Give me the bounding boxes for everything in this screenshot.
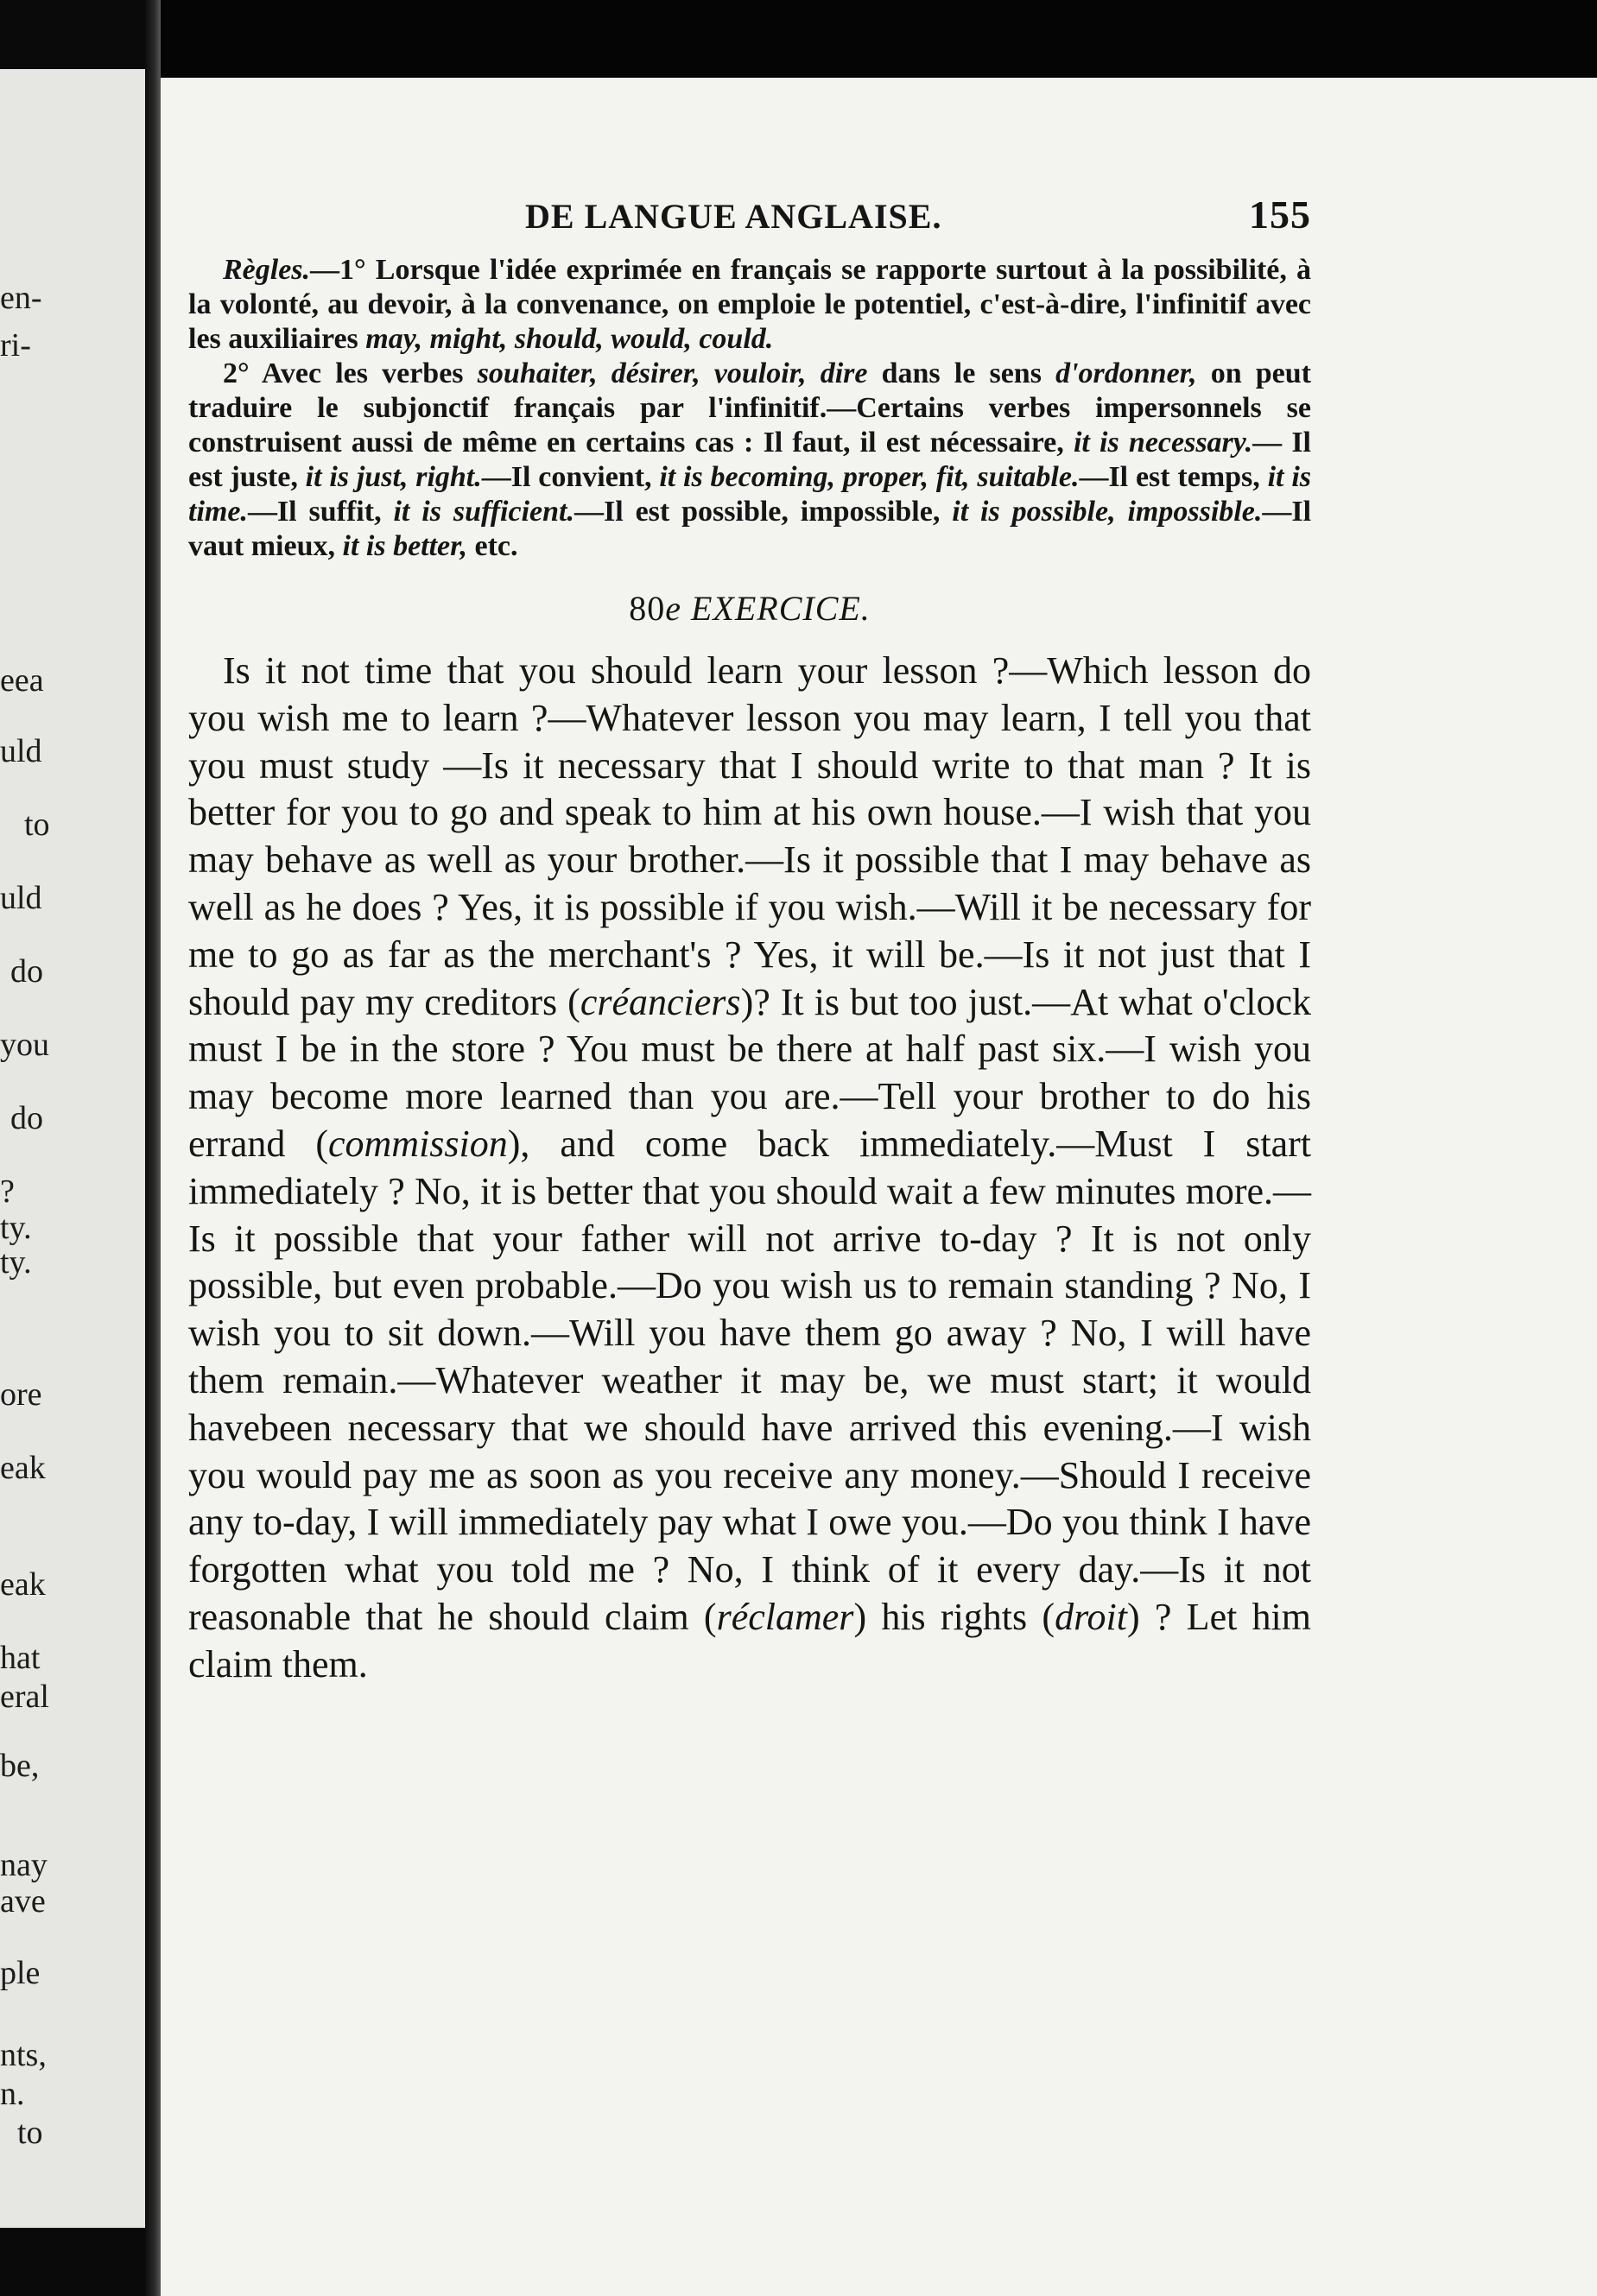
left-fragment: ? (0, 1173, 15, 1210)
left-fragment: do (10, 953, 43, 990)
rule-text: —Il est possible, impossible, (574, 496, 953, 528)
exercise-text-run: ), and come back immediately.—Must I start immediately ? No, it is better that you should wait a few minutes more.—Is it possible that your father will not arrive to-day ? It is not only possible, but even probable.—Do you wish us to remain standing ? No, I wish you to sit down.—Will you have them go away ? No, I will have them remain.—Whatever weather it may be, we must start; it would havebeen necessary that we should have arrived this evening.—I wish you would pay me as soon as you receive any money.—Should I receive any to-day, I will immediately pay what I owe you.—Do you think I have forgotten what you told me ? No, I think of it every day.—Is it not reasonable that he should claim ( (188, 1122, 1312, 1638)
left-fragment: uld (0, 880, 42, 916)
left-fragment: eea (0, 662, 44, 699)
rule-text: —Il suffit, (247, 496, 394, 528)
left-fragment: n. (0, 2076, 25, 2112)
exercise-gloss: commission (327, 1122, 508, 1165)
exercise-text-run: )? It is but too just.—At what o'clock must I be in the store ? You must be there at half past six.—I wish you may become more learned than you are.—Tell your brother to do his errand ( (188, 980, 1311, 1165)
left-fragment: eak (0, 1450, 46, 1486)
rule-example: souhaiter, désirer, vouloir, dire (477, 357, 868, 389)
left-fragment: you (0, 1027, 49, 1063)
exercise-heading (188, 588, 1311, 629)
rule-text: — Il est juste, (188, 427, 1311, 493)
rule-text: on peut traduire le subjonctif français par l'infinitif.—Certains verbes impersonnels se construisent aussi de même en certains cas : Il faut, il est nécessaire, (188, 357, 1311, 459)
exercise-text (188, 648, 1311, 1689)
rule-example: it is just, right. (305, 461, 482, 493)
left-fragment: be, (0, 1748, 40, 1784)
exercise-gloss: créanciers (580, 980, 741, 1023)
left-fragment: ty. (0, 1210, 32, 1246)
left-fragment: ore (0, 1376, 42, 1413)
left-page-fragment (0, 69, 145, 2228)
page-number: 155 (1249, 193, 1311, 237)
book-spine (145, 0, 161, 2296)
rule-example: it is becoming, proper, fit, suitable. (659, 461, 1080, 493)
rule-example: it is better, (342, 530, 467, 562)
left-fragment: ave (0, 1883, 46, 1920)
left-fragment: nts, (0, 2037, 47, 2073)
exercise-text-run: Is it not time that you should learn your lesson ?—Which lesson do you wish me to learn ?—Whatever lesson you may learn, I tell you that you must study —Is it necessary that I should write to that man ? It is better for you to go and speak to him at his own house.—I wish that you may behave as well as your brother.—Is it possible that I may behave as well as he does ? Yes, it is possible if you wish.—Will it be necessary for me to go as far as the merchant's ? Yes, it will be.—Is it not just that I should pay my creditors ( (188, 649, 1311, 1023)
rule-example: d'ordonner, (1055, 357, 1197, 389)
left-fragment: ple (0, 1955, 41, 1991)
exercise-text-run: ) ? Let him claim them. (188, 1595, 1312, 1686)
rule-text: 2° Avec les verbes (223, 357, 478, 389)
left-fragment: uld (0, 733, 42, 769)
left-fragment: eak (0, 1566, 46, 1603)
grammar-rules (188, 253, 1311, 564)
exercise-number-suffix: e (665, 589, 681, 628)
rule-text: etc. (467, 530, 518, 562)
left-fragment: en- (0, 280, 42, 316)
left-fragment: eral (0, 1679, 49, 1715)
rule-example: may, might, should, would, could. (365, 323, 774, 355)
rule-paragraph-1 (188, 253, 1311, 357)
rule-paragraph-2 (188, 357, 1311, 564)
left-fragment: do (10, 1100, 43, 1136)
left-fragment: ri- (0, 327, 31, 364)
rule-text: —Il convient, (481, 461, 660, 493)
exercise-text-run: ) his rights ( (853, 1595, 1055, 1638)
rule-text: —Il est temps, (1079, 461, 1268, 493)
rule-example: it is sufficient. (393, 496, 574, 528)
left-fragment: nay (0, 1847, 48, 1883)
left-fragment: ty. (0, 1244, 32, 1281)
exercise-number: 80 (629, 589, 666, 628)
rule-text: dans le sens (867, 357, 1056, 389)
left-fragment: to (24, 806, 50, 843)
rule-example: it is necessary. (1073, 427, 1253, 459)
exercise-gloss: réclamer (716, 1595, 854, 1638)
exercise-gloss: droit (1055, 1595, 1128, 1638)
left-fragment: to (17, 2115, 43, 2151)
rules-label: Règles. (223, 254, 311, 286)
exercise-title: EXERCICE. (690, 589, 871, 628)
rule-text: —1° Lorsque l'idée exprimée en français se rapporte surtout à la possibilité, à la volonté, au devoir, à la convenance, on emploie le potentiel, c'est-à-dire, l'infinitif avec les auxiliaires (188, 254, 1311, 355)
page-text-block (188, 192, 1311, 1689)
scan-top-edge (161, 0, 1597, 78)
rule-example: it is possible, impossible. (952, 496, 1263, 528)
rule-text: —Il vaut mieux, (188, 496, 1312, 562)
rule-example: it is time. (188, 461, 1311, 528)
running-title: DE LANGUE ANGLAISE. (525, 197, 942, 236)
running-header (188, 192, 1311, 237)
left-fragment: hat (0, 1640, 41, 1676)
